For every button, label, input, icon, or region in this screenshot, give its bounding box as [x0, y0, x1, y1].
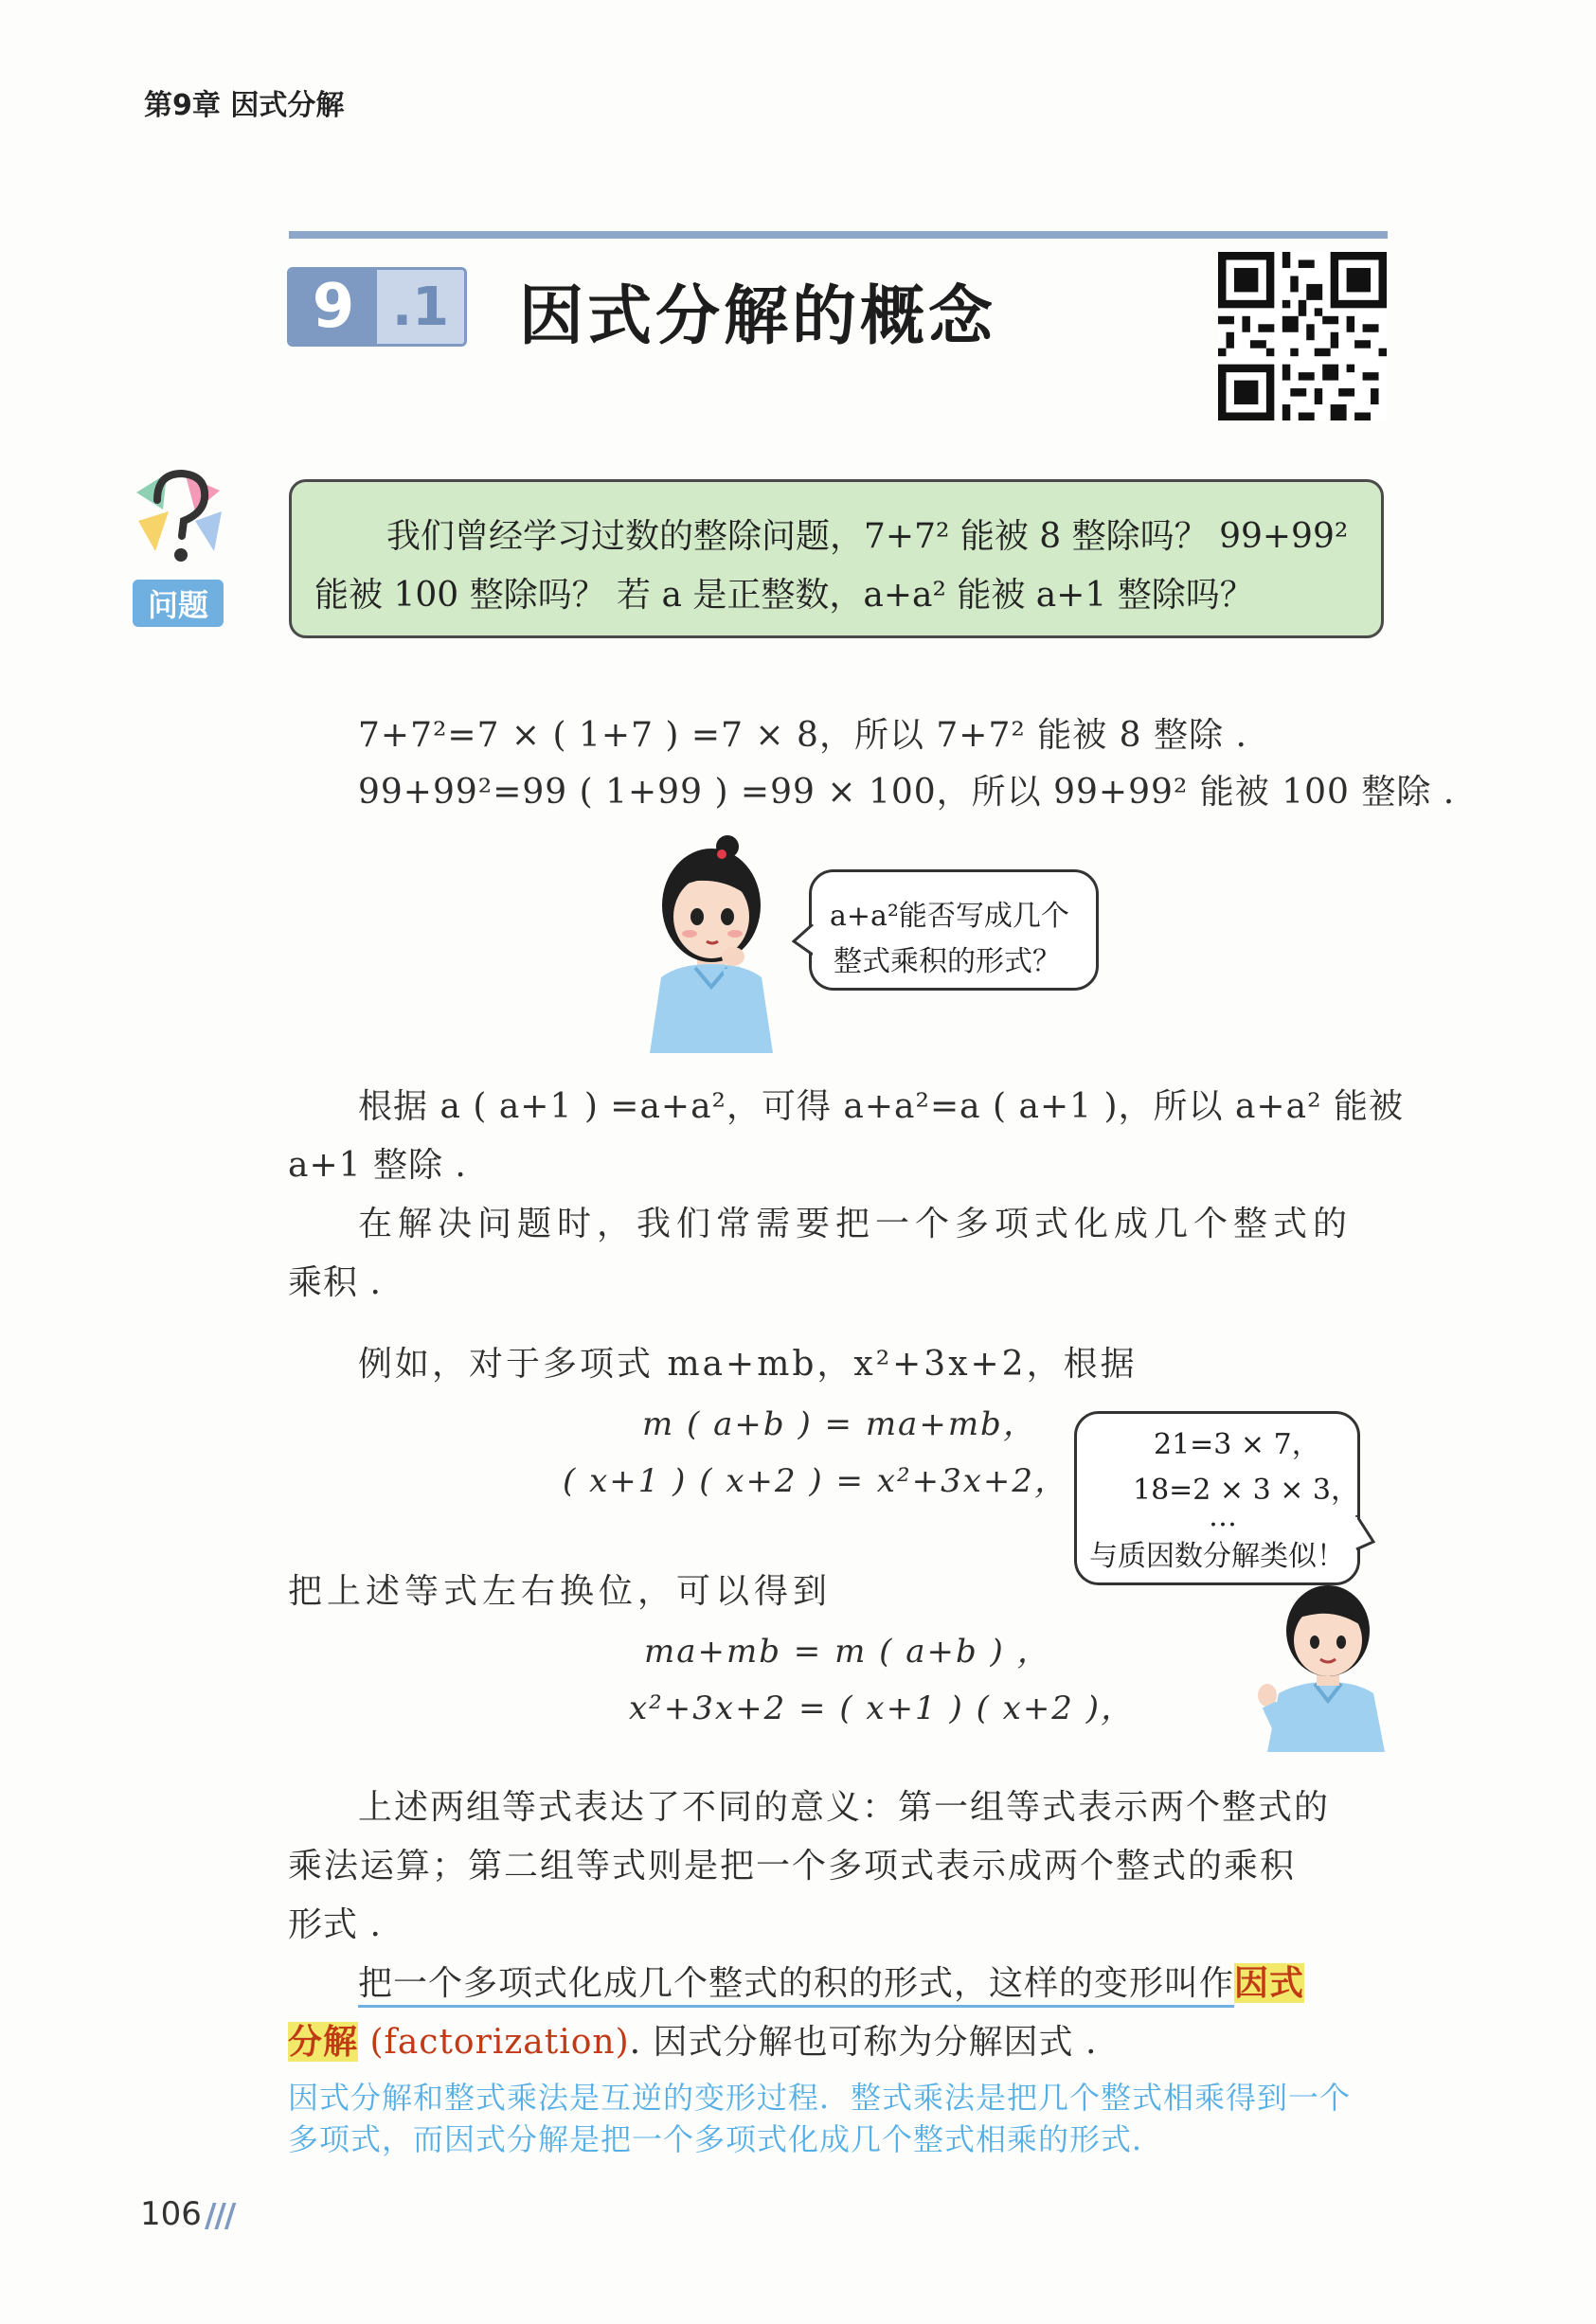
- section-number-badge: [287, 267, 467, 347]
- note-line-2: 多项式，而因式分解是把一个多项式化成几个整式相乘的形式．: [288, 2121, 1164, 2157]
- formula2-line-1: ma+mb = m ( a+b ) ，: [644, 1633, 1051, 1671]
- boy-bubble-line-3: …: [1209, 1500, 1237, 1533]
- boy-bubble-line-1: 21=3 × 7，: [1154, 1428, 1320, 1461]
- question-mark-icon: [129, 464, 227, 568]
- paragraph2-line-2: 乘积 .: [288, 1263, 382, 1302]
- definition-english-term: (factorization): [369, 2023, 630, 2062]
- definition-term-part2: 分解: [288, 2022, 359, 2062]
- boy-illustration: [1241, 1572, 1396, 1752]
- formula1-line-1: m ( a+b ) = ma+mb，: [642, 1405, 1037, 1443]
- page-number: 106: [140, 2195, 202, 2233]
- example-intro: 例如，对于多项式 ma+mb，x²+3x+2，根据: [358, 1345, 1138, 1384]
- paragraph1-line-1: 根据 a ( a+1 ) =a+a²，可得 a+a²=a ( a+1 )，所以 a+a² 能被: [358, 1087, 1404, 1126]
- paragraph1-line-2: a+1 整除 .: [288, 1146, 467, 1185]
- title-rule: [289, 231, 1388, 239]
- section-number-main: 9: [290, 270, 377, 344]
- section-title: 因式分解的概念: [519, 279, 997, 354]
- definition-line-1: [358, 1957, 1304, 2005]
- chapter-header: 第9章 因式分解: [144, 89, 345, 122]
- definition-term-part1: 因式: [1234, 1963, 1305, 2003]
- swap-text: 把上述等式左右换位，可以得到: [288, 1572, 833, 1611]
- boy-bubble-line-2: 18=2 × 3 × 3，: [1133, 1474, 1359, 1507]
- girl-bubble-line-2: 整式乘积的形式？: [834, 945, 1061, 978]
- computation-line-2: 99+99²=99 ( 1+99 ) =99 × 100，所以 99+99² 能被 100 整除 .: [358, 773, 1456, 812]
- definition-rest: . 因式分解也可称为分解因式 .: [629, 2023, 1098, 2062]
- note-line-1: 因式分解和整式乘法是互逆的变形过程．整式乘法是把几个整式相乘得到一个: [288, 2080, 1352, 2116]
- speech-tail: [792, 924, 816, 956]
- boy-bubble-line-4: 与质因数分解类似！: [1089, 1540, 1345, 1573]
- paragraph3-line-2: 乘法运算；第二组等式则是把一个多项式表示成两个整式的乘积: [288, 1847, 1297, 1886]
- paragraph3-line-1: 上述两组等式表达了不同的意义：第一组等式表示两个整式的: [358, 1788, 1331, 1827]
- page-decor: ///: [205, 2197, 235, 2235]
- paragraph3-line-3: 形式 .: [288, 1905, 382, 1944]
- qr-code-icon[interactable]: [1218, 252, 1387, 420]
- question-badge: 问题: [133, 580, 224, 627]
- formula2-line-2: x²+3x+2 = ( x+1 ) ( x+2 )，: [629, 1689, 1136, 1727]
- girl-illustration: [640, 826, 782, 1053]
- question-line-1: 我们曾经学习过数的整除问题，7+7² 能被 8 整除吗？ 99+99²: [386, 517, 1349, 556]
- definition-underlined-text: 把一个多项式化成几个整式的积的形式，这样的变形叫作: [358, 1964, 1234, 2008]
- section-number-sub: .1: [377, 270, 464, 344]
- question-line-2: 能被 100 整除吗？ 若 a 是正整数，a+a² 能被 a+1 整除吗？: [314, 576, 1254, 615]
- formula1-line-2: ( x+1 ) ( x+2 ) = x²+3x+2，: [563, 1462, 1069, 1500]
- definition-line-2: [288, 2015, 1097, 2064]
- computation-line-1: 7+7²=7 × ( 1+7 ) =7 × 8，所以 7+7² 能被 8 整除 .: [358, 716, 1247, 755]
- speech-tail-right: [1353, 1515, 1377, 1553]
- girl-bubble-line-1: a+a²能否写成几个: [830, 900, 1069, 933]
- paragraph2-line-1: 在解决问题时，我们常需要把一个多项式化成几个整式的: [358, 1205, 1354, 1243]
